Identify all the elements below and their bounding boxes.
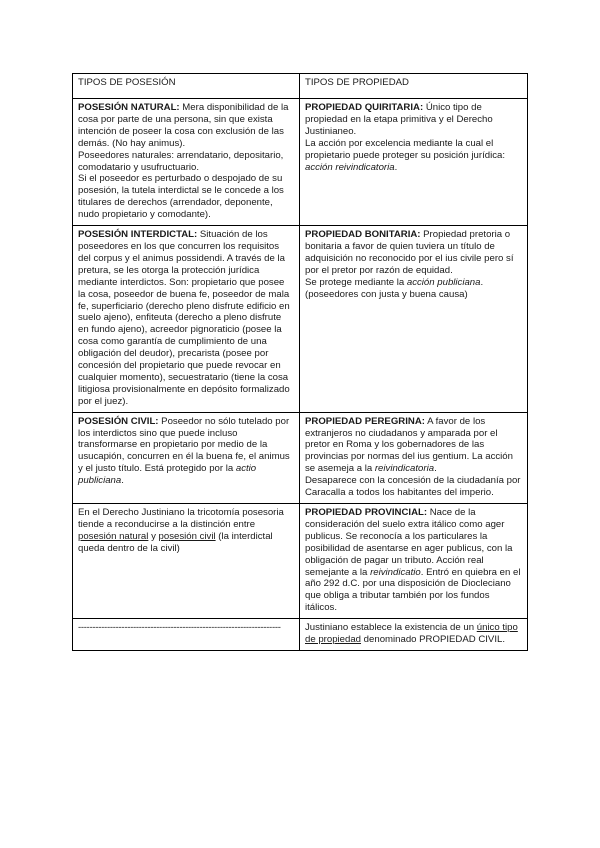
- cell-posesion-natural: POSESIÓN NATURAL: Mera disponibilidad de la cosa por parte de una persona, sin que exista intención de poseer la cosa con exclusión de las demás. (No hay animus). Poseedores naturales: arrendatario, depositario, comodatario y usufructuario. Si el poseedor es perturbado o despojado de su posesión, la tutela interdictal se le concede a los titulares de derechos (arrendador, deponente, nudo propietario y comodante).: [73, 99, 300, 226]
- term-propiedad-peregrina: PROPIEDAD PEREGRINA:: [305, 415, 425, 427]
- term-posesion-natural: POSESIÓN NATURAL:: [78, 102, 180, 113]
- term-propiedad-quiritaria: PROPIEDAD QUIRITARIA:: [305, 102, 424, 113]
- dash-placeholder: ----------------------------------------------------------------------: [78, 622, 281, 634]
- table-row: [73, 619, 528, 651]
- term-posesion-civil: POSESIÓN CIVIL:: [78, 415, 159, 427]
- table-row: [73, 412, 528, 503]
- cell-derecho-justiniano: En el Derecho Justiniano la tricotomía posesoria tiende a reconducirse a la distinción entre posesión natural y posesión civil (la interdictal queda dentro de la civil): [73, 504, 300, 619]
- cell-posesion-interdictal: POSESIÓN INTERDICTAL: Situación de los poseedores en los que concurren los requisitos del corpus y el animus possidendi. A través de la pretura, se les otorga la protección jurídica mediante interdictos. Son: propietario que posee la cosa, poseedor de buena fe, poseedor de mala fe, superficiario (derecho pleno disfrute edificio en suelo ajeno), enfiteuta (derecho a pleno disfrute en fundo ajeno), acreedor pignoraticio (posee la cosa como garantía de cumplimiento de una obligación del deudor), precarista (posee por concesión del propietario que puede revocar en cualquier momento), secuestratario (tiene la cosa litigiosa provisionalmente en depósito formalizado por el juez).: [73, 226, 300, 413]
- cell-propiedad-provincial: PROPIEDAD PROVINCIAL: Nace de la consideración del suelo extra itálico como ager publicus. Se reconocía a los particulares la posibilidad de asentarse en ager publicus, con la obligación de pagar un tributo. Acción real semejante a la reivindicatio. Entró en quiebra en el año 292 d.C. por una disposición de Diocleciano que obliga a tributar también por los fundos itálicos.: [300, 504, 528, 619]
- table-row: [73, 99, 528, 226]
- cell-propiedad-civil: Justiniano establece la existencia de un único tipo de propiedad denominado PROPIEDAD CIVIL.: [300, 619, 528, 651]
- term-posesion-interdictal: POSESIÓN INTERDICTAL:: [78, 229, 198, 241]
- cell-posesion-civil: POSESIÓN CIVIL: Poseedor no sólo tutelado por los interdictos sino que puede incluso transformarse en propietario por medio de la usucapión, concurren en él la buena fe, el animus y el justo título. Está protegido por la actio publiciana.: [73, 412, 300, 503]
- cell-propiedad-peregrina: PROPIEDAD PEREGRINA: A favor de los extranjeros no ciudadanos y amparada por el pretor en Roma y los gobernadores de las provincias por normas del ius gentium. La acción se asemeja a la reivindicatoria. Desaparece con la concesión de la ciudadanía por Caracalla a todos los habitantes del imperio.: [300, 412, 528, 503]
- header-posesion: TIPOS DE POSESIÓN: [73, 74, 300, 99]
- comparison-table: [72, 73, 528, 651]
- term-propiedad-bonitaria: PROPIEDAD BONITARIA:: [305, 229, 421, 241]
- term-propiedad-provincial: PROPIEDAD PROVINCIAL:: [305, 507, 428, 518]
- cell-propiedad-bonitaria: PROPIEDAD BONITARIA: Propiedad pretoria o bonitaria a favor de quien tuviera un título de adquisición no reconocido por el ius civile pero sí por el pretor por razón de equidad. Se protege mediante la acción publiciana. (poseedores con justa y buena causa): [300, 226, 528, 413]
- table-row: [73, 504, 528, 619]
- header-propiedad: TIPOS DE PROPIEDAD: [300, 74, 528, 99]
- table-row: [73, 226, 528, 413]
- cell-dashes: [73, 619, 300, 651]
- header-row: [73, 74, 528, 99]
- cell-propiedad-quiritaria: PROPIEDAD QUIRITARIA: Único tipo de propiedad en la etapa primitiva y el Derecho Justinianeo. La acción por excelencia mediante la cual el propietario puede proteger su posición jurídica: acción reivindicatoria.: [300, 99, 528, 226]
